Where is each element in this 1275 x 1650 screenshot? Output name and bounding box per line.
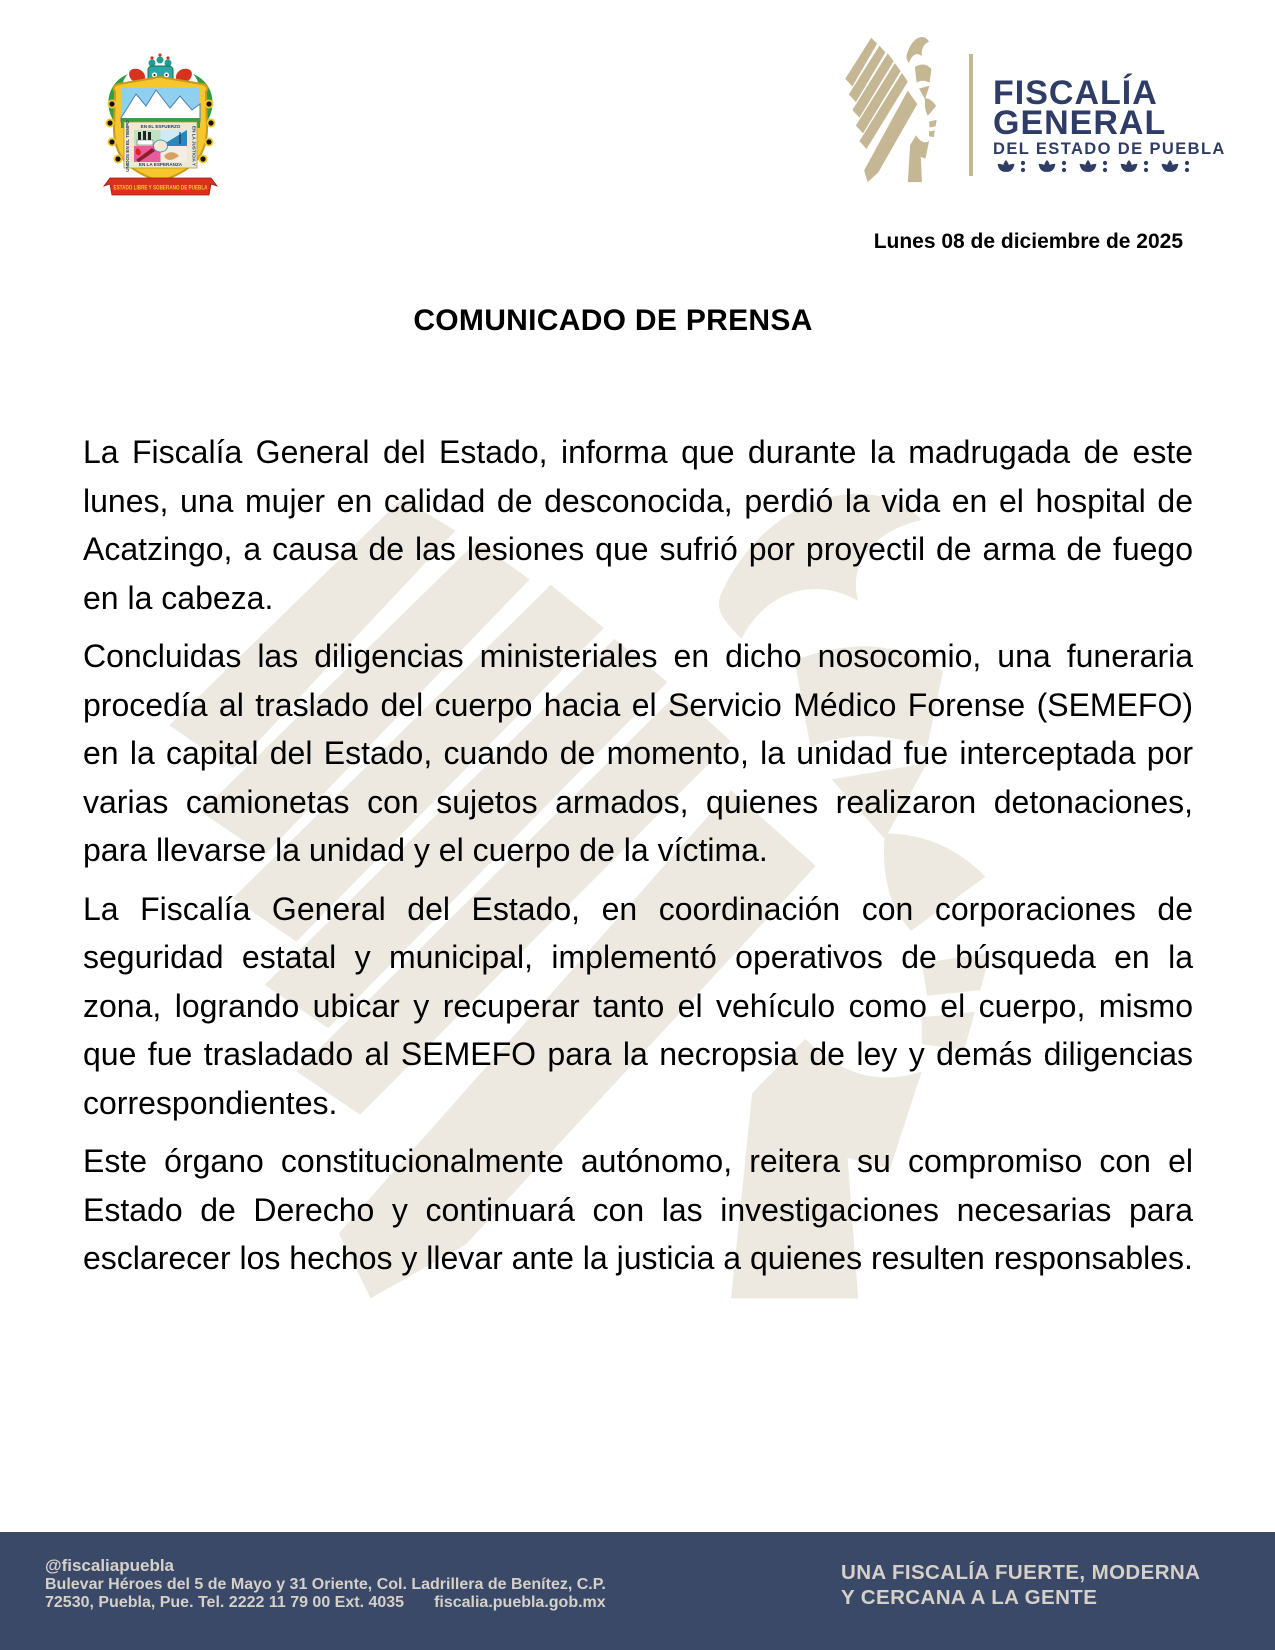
- body-paragraph: Concluidas las diligencias ministeriales en dicho nosocomio, una funeraria procedía al traslado del cuerpo hacia el Servicio Médico Forense (SEMEFO) en la capital del Estado, cuando de momento, la unidad fue interceptada por varias camionetas con sujetos armados, quienes realizaron detonaciones, para llevarse la unidad y el cuerpo de la víctima.: [83, 638, 1193, 868]
- coat-motto-right: EN LA JUSTICIA Y: [191, 126, 197, 166]
- date-line: Lunes 08 de diciembre de 2025: [873, 230, 1183, 253]
- coat-ribbon-text: ESTADO LIBRE Y SOBERANO DE PUEBLA: [113, 184, 208, 192]
- coat-motto-top: EN EL ESFUERZO: [140, 124, 181, 129]
- slogan-line-2: Y CERCANA A LA GENTE: [841, 1586, 1098, 1609]
- body-paragraph: La Fiscalía General del Estado, informa que durante la madrugada de este lunes, una mujer en calidad de desconocida, perdió la vida en el hospital de Acatzingo, a causa de las lesiones que sufrió por proyectil de arma de fuego en la cabeza.: [83, 434, 1193, 616]
- page-title: COMUNICADO DE PRENSA: [413, 304, 813, 337]
- logo-title-line2: GENERAL: [993, 104, 1167, 142]
- address-line-1: Bulevar Héroes del 5 de Mayo y 31 Oriente, Col. Ladrillera de Benítez, C.P.: [45, 1576, 606, 1593]
- website-url: fiscalia.puebla.gob.mx: [434, 1594, 606, 1611]
- logo-title-line1: FISCALÍA: [993, 74, 1158, 112]
- logo-subtitle: DEL ESTADO DE PUEBLA: [993, 140, 1226, 158]
- talavera-ornament-icon: [992, 158, 1200, 176]
- press-release-body: [83, 428, 1193, 1293]
- footer-contact-block: [45, 1556, 606, 1612]
- footer-band: [0, 1532, 1275, 1650]
- puebla-coat-of-arms: [68, 30, 253, 202]
- body-paragraph: La Fiscalía General del Estado, en coordinación con corporaciones de seguridad estatal y municipal, implementó operativos de búsqueda en la zona, logrando ubicar y recuperar tanto el vehículo como el cuerpo, mismo que fue trasladado al SEMEFO para la necropsia de ley y demás diligencias correspondientes.: [83, 890, 1193, 1121]
- address-line-2: [45, 1594, 606, 1612]
- footer-slogan: [841, 1560, 1200, 1610]
- address-phone: 72530, Puebla, Pue. Tel. 2222 11 79 00 Ext. 4035: [45, 1594, 405, 1611]
- coat-motto-bottom: EN LA ESPERANZA: [138, 162, 183, 167]
- social-handle: @fiscaliapuebla: [45, 1556, 175, 1575]
- slogan-line-1: UNA FISCALÍA FUERTE, MODERNA: [841, 1561, 1201, 1584]
- fiscalia-wing-figure-icon: [837, 30, 955, 186]
- coat-motto-left: UNIDOS EN EL TIEMPO: [125, 120, 130, 172]
- body-paragraph: Este órgano constitucionalmente autónomo, reitera su compromiso con el Estado de Derecho y continuará con las investigaciones necesarias para esclarecer los hechos y llevar ante la justicia a quienes resulten responsables.: [83, 1143, 1193, 1276]
- logo-divider: [969, 54, 973, 176]
